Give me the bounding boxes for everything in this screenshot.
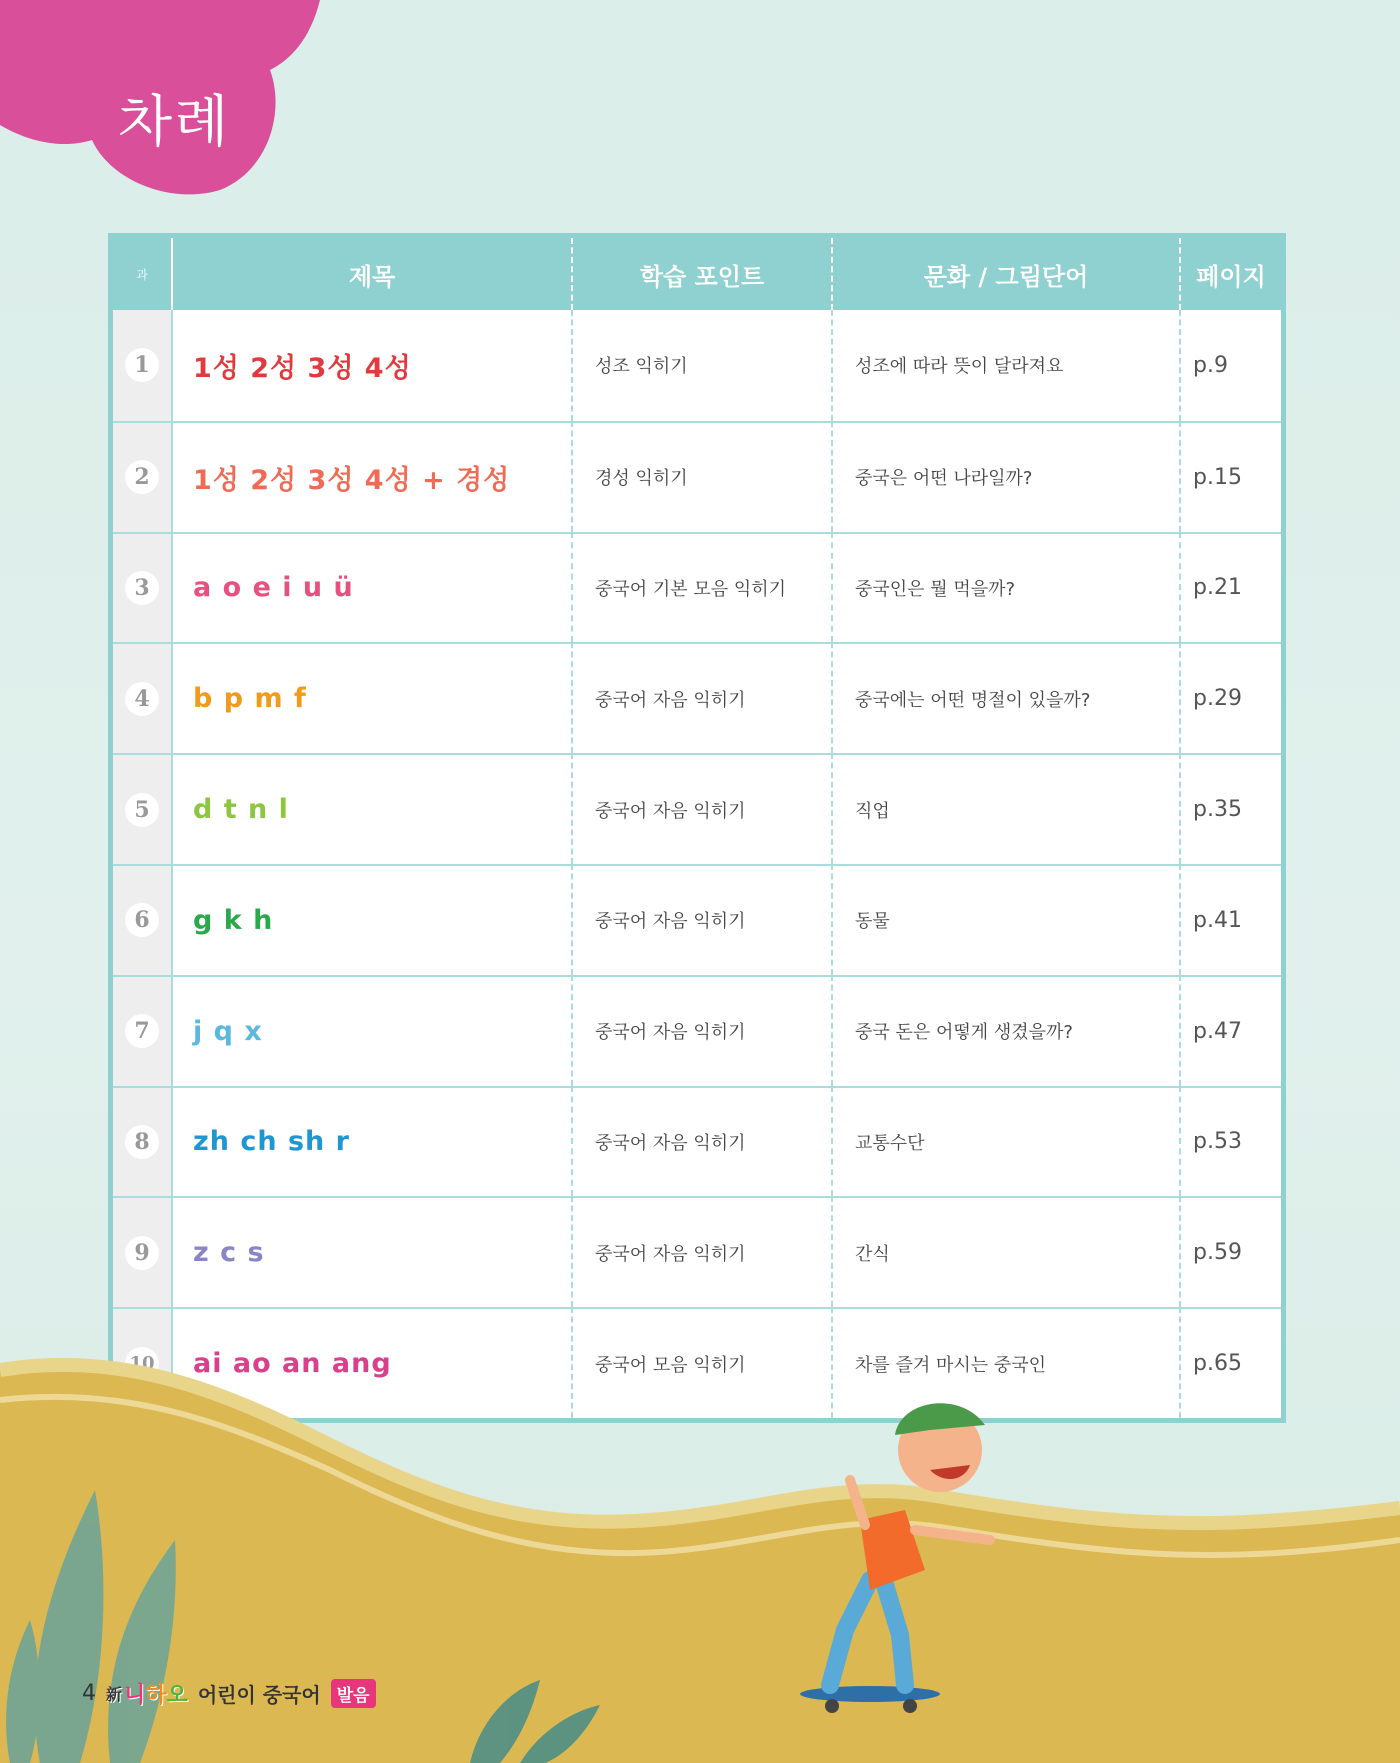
lesson-title[interactable]: g k h <box>173 864 573 975</box>
lesson-learning-point: 중국어 자음 익히기 <box>573 975 833 1086</box>
lesson-title[interactable]: 1성 2성 3성 4성 + 경성 <box>173 421 573 532</box>
lesson-title[interactable]: 1성 2성 3성 4성 <box>173 310 573 421</box>
lesson-learning-point: 중국어 자음 익히기 <box>573 1196 833 1307</box>
book-badge: 발음 <box>331 1679 376 1708</box>
lesson-page[interactable]: p.35 <box>1181 753 1281 864</box>
lesson-learning-point: 중국어 자음 익히기 <box>573 1086 833 1197</box>
lesson-culture: 성조에 따라 뜻이 달라져요 <box>833 310 1181 421</box>
logo-part: 오 <box>166 1683 188 1708</box>
lesson-number: 7 <box>125 1014 159 1048</box>
lesson-page[interactable]: p.65 <box>1181 1307 1281 1418</box>
lesson-culture: 중국 돈은 어떻게 생겼을까? <box>833 975 1181 1086</box>
lesson-number: 6 <box>125 903 159 937</box>
lesson-title[interactable]: d t n l <box>173 753 573 864</box>
lesson-page[interactable]: p.41 <box>1181 864 1281 975</box>
lesson-title[interactable]: a o e i u ü <box>173 532 573 643</box>
lesson-title[interactable]: b p m f <box>173 642 573 753</box>
header-page: 페이지 <box>1181 238 1281 310</box>
page-number: 4 <box>82 1681 96 1706</box>
lesson-culture: 중국은 어떤 나라일까? <box>833 421 1181 532</box>
lesson-number: 1 <box>125 348 159 382</box>
lesson-number: 9 <box>125 1236 159 1270</box>
lesson-culture: 간식 <box>833 1196 1181 1307</box>
lesson-page[interactable]: p.59 <box>1181 1196 1281 1307</box>
lesson-learning-point: 중국어 모음 익히기 <box>573 1307 833 1418</box>
book-title: 어린이 중국어 <box>197 1683 321 1707</box>
lesson-title[interactable]: ai ao an ang <box>173 1307 573 1418</box>
lesson-learning-point: 중국어 자음 익히기 <box>573 642 833 753</box>
header-learning-point: 학습 포인트 <box>573 238 833 310</box>
lesson-page[interactable]: p.9 <box>1193 352 1228 378</box>
lesson-title[interactable]: j q x <box>173 975 573 1086</box>
header-title: 제목 <box>173 238 573 310</box>
lesson-number: 4 <box>125 682 159 716</box>
lesson-culture: 동물 <box>833 864 1181 975</box>
lesson-number: 8 <box>125 1125 159 1159</box>
lesson-page[interactable]: p.15 <box>1181 421 1281 532</box>
lesson-page[interactable]: p.47 <box>1181 975 1281 1086</box>
lesson-culture: 중국인은 뭘 먹을까? <box>833 532 1181 643</box>
book-logo <box>106 1678 188 1709</box>
lesson-learning-point: 중국어 자음 익히기 <box>573 864 833 975</box>
header-culture: 문화 / 그림단어 <box>833 238 1181 310</box>
lesson-title[interactable]: z c s <box>173 1196 573 1307</box>
lesson-number: 5 <box>125 793 159 827</box>
lesson-learning-point: 중국어 자음 익히기 <box>573 753 833 864</box>
lesson-culture: 중국에는 어떤 명절이 있을까? <box>833 642 1181 753</box>
logo-part: 니 <box>124 1683 146 1708</box>
header-lesson: 과 <box>113 238 173 310</box>
footer <box>82 1678 376 1709</box>
lesson-culture: 직업 <box>833 753 1181 864</box>
lesson-page[interactable]: p.53 <box>1181 1086 1281 1197</box>
lesson-learning-point: 경성 익히기 <box>573 421 833 532</box>
lesson-learning-point: 성조 익히기 <box>573 310 833 421</box>
page-title: 차례 <box>118 90 231 155</box>
logo-new-char: 新 <box>106 1685 123 1704</box>
toc-table <box>108 233 1286 1423</box>
lesson-culture: 차를 즐겨 마시는 중국인 <box>833 1307 1181 1418</box>
lesson-culture: 교통수단 <box>833 1086 1181 1197</box>
lesson-title[interactable]: zh ch sh r <box>173 1086 573 1197</box>
lesson-page[interactable]: p.21 <box>1181 532 1281 643</box>
lesson-learning-point: 중국어 기본 모음 익히기 <box>573 532 833 643</box>
lesson-number: 10 <box>125 1347 159 1381</box>
lesson-page[interactable]: p.29 <box>1181 642 1281 753</box>
logo-part: 하 <box>145 1683 167 1708</box>
lesson-number: 2 <box>125 460 159 494</box>
lesson-number: 3 <box>125 571 159 605</box>
